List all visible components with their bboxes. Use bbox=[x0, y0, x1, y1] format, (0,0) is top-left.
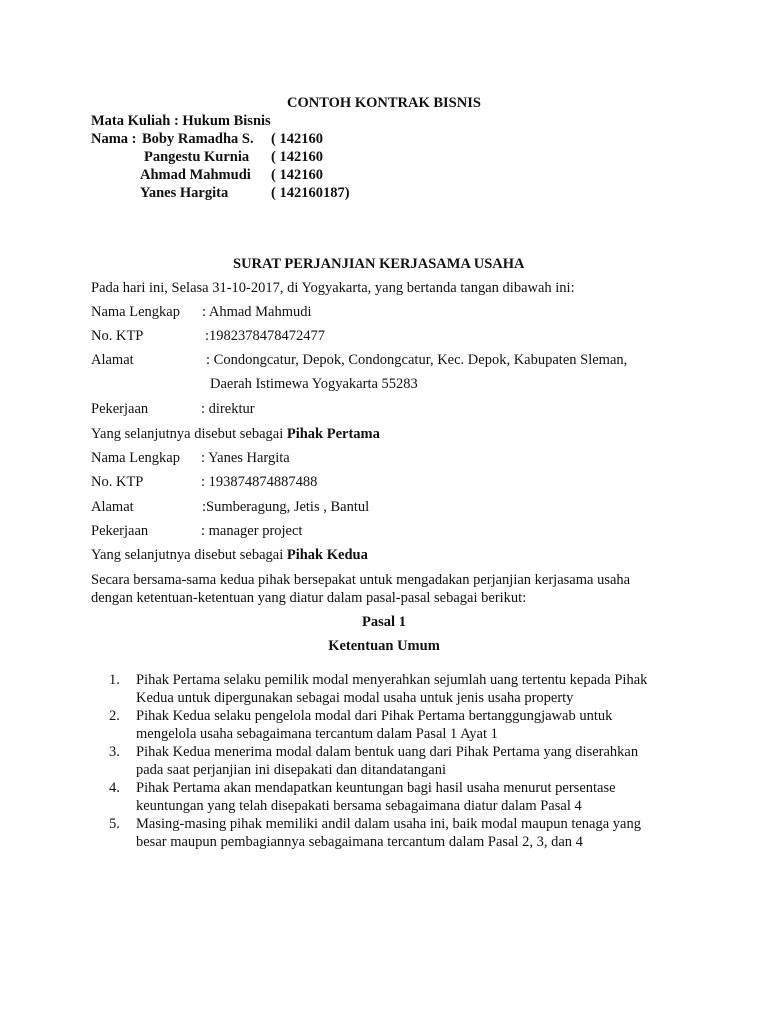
clause-list bbox=[109, 671, 709, 851]
letter-title: SURAT PERJANJIAN KERJASAMA USAHA bbox=[233, 256, 525, 272]
member-nim: ( 142160 bbox=[271, 149, 323, 165]
list-item bbox=[109, 743, 709, 779]
party2-job-label: Pekerjaan bbox=[91, 523, 149, 539]
party1-ktp-value: :1982378478472477 bbox=[205, 328, 326, 344]
document-title: CONTOH KONTRAK BISNIS bbox=[287, 95, 481, 111]
party2-designation bbox=[91, 546, 368, 564]
party1-ktp-label: No. KTP bbox=[91, 328, 144, 344]
clause-number: 3. bbox=[109, 744, 120, 760]
member-name: Yanes Hargita bbox=[140, 185, 229, 201]
clause-line: pada saat perjanjian ini disepakati dan ditandatangani bbox=[136, 762, 447, 778]
party1-name-value: : Ahmad Mahmudi bbox=[202, 304, 312, 320]
list-item bbox=[109, 707, 709, 743]
clause-line: Pihak Pertama selaku pemilik modal menyerahkan sejumlah uang tertentu kepada Pihak bbox=[136, 672, 648, 688]
clause-number: 2. bbox=[109, 708, 120, 724]
party2-ktp-value: : 193874874887488 bbox=[201, 474, 318, 490]
party1-address-label: Alamat bbox=[91, 352, 134, 368]
member-name: Boby Ramadha S. bbox=[142, 131, 254, 147]
clause-line: Kedua untuk dipergunakan sebagai modal usaha untuk jenis usaha property bbox=[136, 690, 574, 706]
member-nim: ( 142160 bbox=[271, 131, 323, 147]
clause-line: Pihak Pertama akan mendapatkan keuntungan bagi hasil usaha menurut persentase bbox=[136, 780, 616, 796]
party2-name-label: Nama Lengkap bbox=[91, 450, 180, 466]
party2-name-value: : Yanes Hargita bbox=[201, 450, 290, 466]
member-nim: ( 142160187) bbox=[271, 185, 350, 201]
party2-address-label: Alamat bbox=[91, 499, 134, 515]
article-title: Pasal 1 bbox=[362, 614, 406, 630]
clause-line: Pihak Kedua selaku pengelola modal dari Pihak Pertama bertanggungjawab untuk bbox=[136, 708, 613, 724]
designation-text: Yang selanjutnya disebut sebagai bbox=[91, 547, 287, 563]
clause-number: 1. bbox=[109, 672, 120, 688]
member-name: Pangestu Kurnia bbox=[144, 149, 250, 165]
clause-line: keuntungan yang telah disepakati bersama sebagaimana diatur dalam Pasal 4 bbox=[136, 798, 582, 814]
party2-job-value: : manager project bbox=[201, 523, 303, 539]
clause-line: besar maupun pembagiannya sebagaimana tercantum dalam Pasal 2, 3, dan 4 bbox=[136, 834, 583, 850]
clause-line: Masing-masing pihak memiliki andil dalam usaha ini, baik modal maupun tenaga yang bbox=[136, 816, 641, 832]
designation-text: Yang selanjutnya disebut sebagai bbox=[91, 426, 287, 442]
intro-text: Pada hari ini, Selasa 31-10-2017, di Yogyakarta, yang bertanda tangan dibawah ini: bbox=[91, 280, 575, 296]
party1-designation bbox=[91, 425, 380, 443]
member-nim: ( 142160 bbox=[271, 167, 323, 183]
party1-address-line1: : Condongcatur, Depok, Condongcatur, Kec. Depok, Kabupaten Sleman, bbox=[206, 352, 628, 368]
clause-line: Pihak Kedua menerima modal dalam bentuk uang dari Pihak Pertama yang diserahkan bbox=[136, 744, 639, 760]
list-item bbox=[109, 815, 709, 851]
party1-job-label: Pekerjaan bbox=[91, 401, 149, 417]
list-item bbox=[109, 671, 709, 707]
article-subtitle: Ketentuan Umum bbox=[328, 638, 440, 654]
party1-address-line2: Daerah Istimewa Yogyakarta 55283 bbox=[210, 376, 418, 392]
course-label: Mata Kuliah : Hukum Bisnis bbox=[91, 113, 271, 129]
designation-bold: Pihak Kedua bbox=[286, 547, 368, 563]
party2-address-value: :Sumberagung, Jetis , Bantul bbox=[202, 499, 370, 515]
list-item bbox=[109, 779, 709, 815]
designation-bold: Pihak Pertama bbox=[286, 426, 380, 442]
agreement-line1: Secara bersama-sama kedua pihak bersepakat untuk mengadakan perjanjian kerjasama usaha bbox=[91, 572, 631, 588]
clause-number: 5. bbox=[109, 816, 120, 832]
name-label: Nama : bbox=[91, 131, 137, 147]
party1-name-label: Nama Lengkap bbox=[91, 304, 180, 320]
party1-job-value: : direktur bbox=[201, 401, 255, 417]
agreement-line2: dengan ketentuan-ketentuan yang diatur dalam pasal-pasal sebagai berikut: bbox=[91, 590, 527, 606]
member-name: Ahmad Mahmudi bbox=[140, 167, 251, 183]
party2-ktp-label: No. KTP bbox=[91, 474, 144, 490]
clause-number: 4. bbox=[109, 780, 120, 796]
clause-line: mengelola usaha sebagaimana tercantum dalam Pasal 1 Ayat 1 bbox=[136, 726, 498, 742]
